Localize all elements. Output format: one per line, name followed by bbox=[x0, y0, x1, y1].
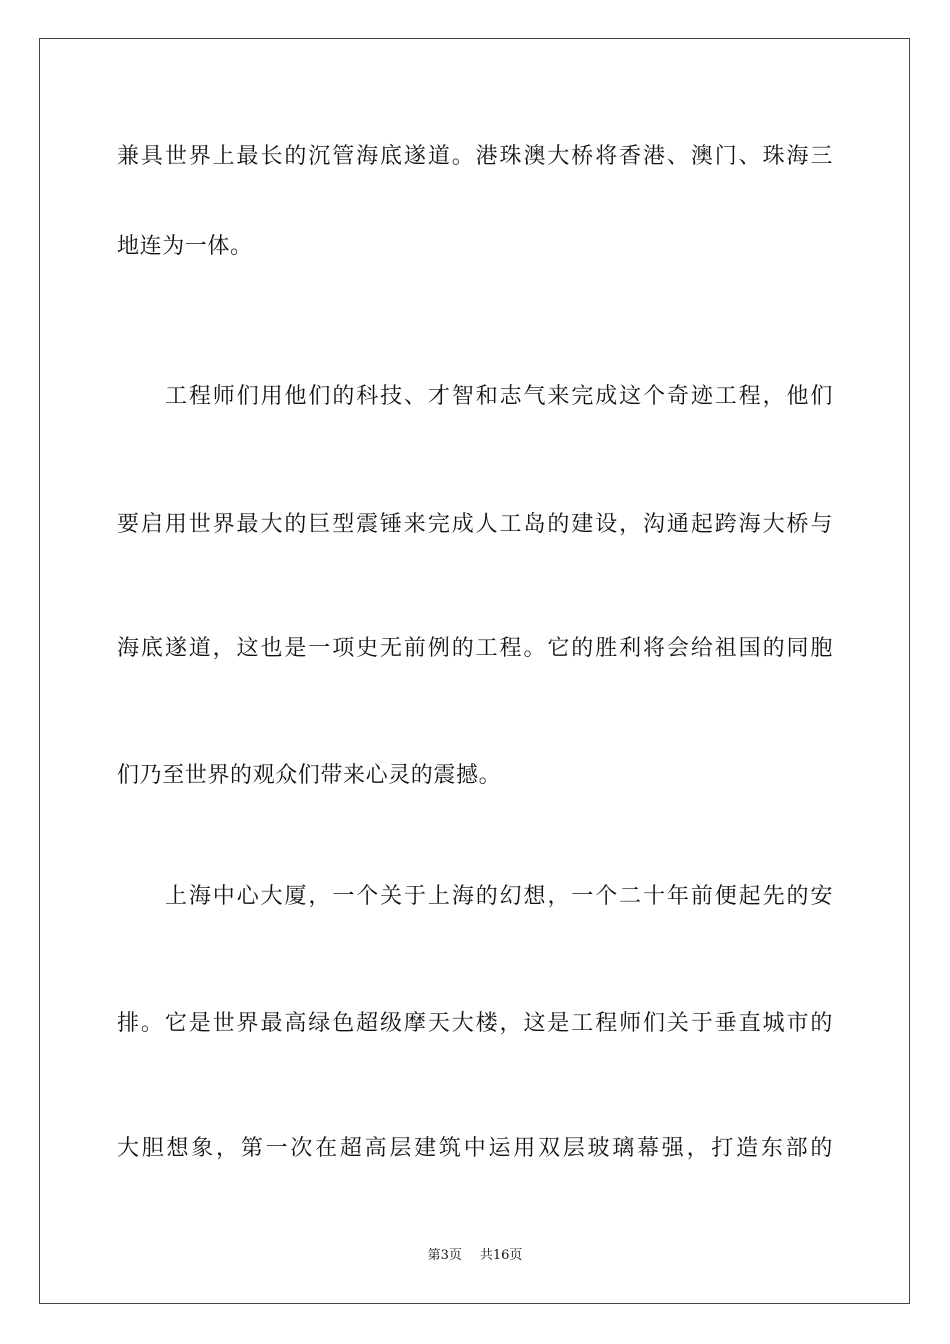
text-line: 地连为一体。 bbox=[117, 234, 253, 259]
text-line: 们乃至世界的观众们带来心灵的震撼。 bbox=[117, 763, 502, 788]
page-total: 共16页 bbox=[479, 1248, 523, 1263]
page-border bbox=[39, 38, 910, 1304]
page-footer bbox=[0, 1246, 950, 1266]
text-line: 要启用世界最大的巨型震锤来完成人工岛的建设，沟通起跨海大桥与 bbox=[117, 512, 833, 537]
page-number: 第3页 bbox=[427, 1248, 462, 1263]
text-line: 大胆想象，第一次在超高层建筑中运用双层玻璃幕强，打造东部的 bbox=[117, 1136, 833, 1161]
text-line: 兼具世界上最长的沉管海底遂道。港珠澳大桥将香港、澳门、珠海三 bbox=[117, 144, 833, 169]
text-line: 排。它是世界最高绿色超级摩天大楼，这是工程师们关于垂直城市的 bbox=[117, 1011, 833, 1036]
text-line: 工程师们用他们的科技、才智和志气来完成这个奇迹工程，他们 bbox=[165, 384, 833, 409]
text-line: 上海中心大厦，一个关于上海的幻想，一个二十年前便起先的安 bbox=[165, 884, 833, 909]
text-line: 海底遂道，这也是一项史无前例的工程。它的胜利将会给祖国的同胞 bbox=[117, 636, 833, 661]
